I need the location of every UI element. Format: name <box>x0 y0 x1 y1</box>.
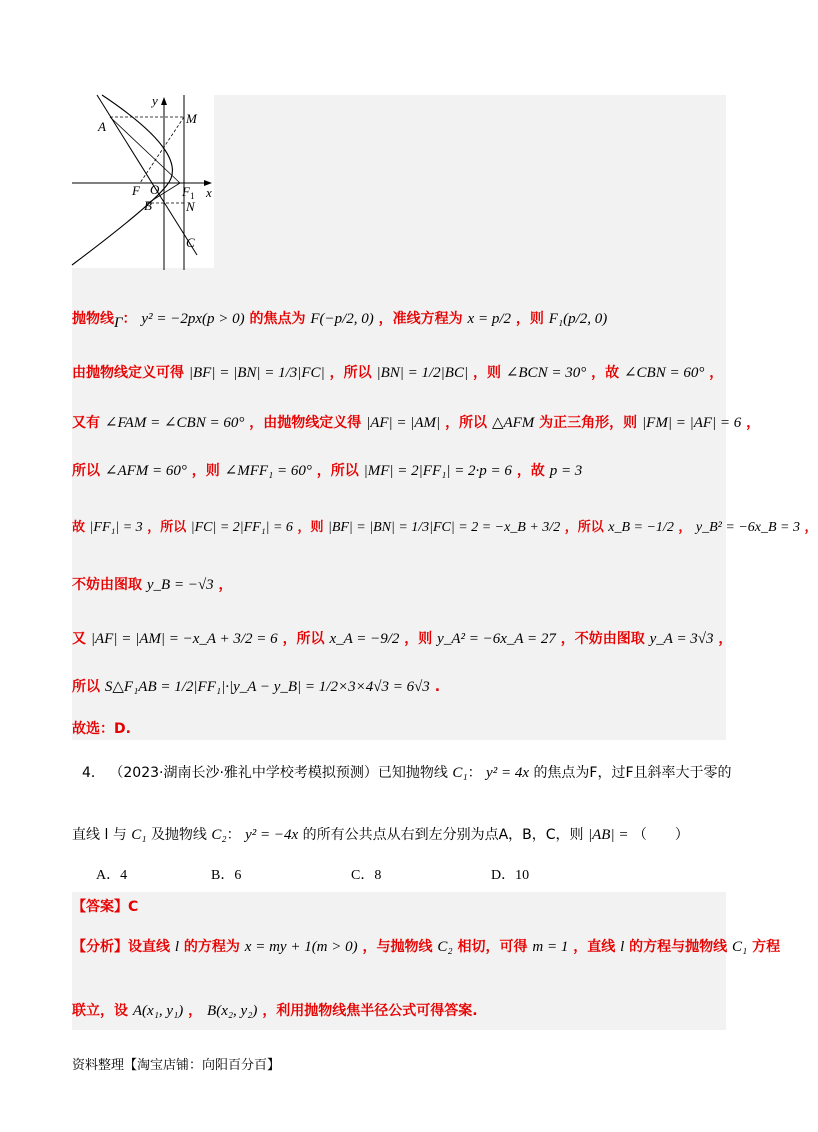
formula: |BF| = |BN| = 1/3|FC| <box>188 365 325 381</box>
solution-line-4: 所以 ∠AFM = 60° ，则 ∠MFF₁ = 60° ，所以 |MF| = 2|FF₁| = 2·p = 6 ，故 p = 3 <box>72 463 583 479</box>
question-line-2: 直线 l 与 C₁ 及抛物线 C₂： y² = −4x 的所有公共点从右到左分别为点A，B，C，则 |AB| = （ ） <box>72 827 689 843</box>
solution-line-6: 不妨由图取 y_B = −√3 ， <box>72 577 233 593</box>
line-AF1 <box>110 117 180 183</box>
formula: y_A = 3√3 <box>649 631 714 647</box>
formula: A(x₁, y₁) <box>132 1003 184 1019</box>
formula: △AFM <box>491 415 535 431</box>
label-M: M <box>186 111 197 126</box>
option-b[interactable]: B．6 <box>211 868 242 883</box>
formula: y_B² = −6x_B = 3 <box>695 520 800 535</box>
formula: F₁(p/2, 0) <box>548 311 608 327</box>
analysis-line-2: 联立，设 A(x₁, y₁) ， B(x₂, y₂) ，利用抛物线焦半径公式可得答案. <box>72 1003 478 1019</box>
question-line-1: 4． （2023·湖南长沙·雅礼中学校考模拟预测）已知抛物线 C₁： y² = 4x 的焦点为F，过F且斜率大于零的 <box>82 765 732 781</box>
solution-line-2: 由抛物线定义可得 |BF| = |BN| = 1/3|FC| ，所以 |BN| = 1/2|BC| ，则 ∠BCN = 30° ，故 ∠CBN = 60° ， <box>72 365 724 381</box>
formula: ∠MFF₁ = 60° <box>224 463 312 479</box>
label-F1-sub: 1 <box>190 191 195 201</box>
formula: y_B = −√3 <box>146 577 214 593</box>
formula: y² = −4x <box>245 827 299 843</box>
formula: F(−p/2, 0) <box>310 311 374 327</box>
formula: |FC| = 2|FF₁| = 6 <box>190 520 293 535</box>
label-C: C <box>186 235 195 250</box>
solution-line-3: 又有 ∠FAM = ∠CBN = 60° ，由抛物线定义得 |AF| = |AM| ，所以 △AFM 为正三角形，则 |FM| = |AF| = 6 ， <box>72 415 761 431</box>
formula: |AB| = <box>588 827 629 843</box>
formula: x_B = −1/2 <box>608 520 674 535</box>
label-B: B <box>144 198 152 213</box>
formula: m = 1 <box>532 939 569 955</box>
formula: |AF| = |AM| = −x_A + 3/2 = 6 <box>90 631 278 647</box>
formula: y² = 4x <box>486 765 529 781</box>
formula: S△F₁AB = 1/2|FF₁|·|y_A − y_B| = 1/2×3×4√3 = 6√3 <box>104 679 430 695</box>
question-source: （2023·湖南长沙·雅礼中学校考模拟预测）已知抛物线 <box>109 765 448 781</box>
formula: ∠BCN = 30° <box>505 365 587 381</box>
formula: x = p/2 <box>467 311 511 327</box>
label-y: y <box>152 93 158 108</box>
answer-label: 【答案】C <box>72 899 139 915</box>
option-a[interactable]: A．4 <box>96 868 128 883</box>
solution-line-8: 所以 S△F₁AB = 1/2|FF₁|·|y_A − y_B| = 1/2×3×4√3 = 6√3 . <box>72 679 441 695</box>
formula: |FM| = |AF| = 6 <box>642 415 742 431</box>
label-O: O <box>150 182 160 197</box>
label-x: x <box>206 185 212 200</box>
solution-line-5: 故 |FF₁| = 3 ，所以 |FC| = 2|FF₁| = 6 ，则 |BF| = |BN| = 1/3|FC| = 2 = −x_B + 3/2 ，所以 x_B = −1/2 ， y_B² = −6x_B = 3 ， <box>72 520 818 535</box>
parabola-figure <box>72 95 214 270</box>
formula: y² = −2px(p > 0) <box>141 311 245 327</box>
footer-text: 资料整理【淘宝店铺：向阳百分百】 <box>72 1058 281 1073</box>
label-F: F <box>132 183 140 198</box>
y-axis-arrow <box>161 97 167 105</box>
formula: |AF| = |AM| <box>366 415 441 431</box>
label-F1: F <box>182 184 190 199</box>
formula: |BN| = 1/2|BC| <box>376 365 469 381</box>
formula: ∠AFM = 60° <box>104 463 187 479</box>
formula: ∠FAM = ∠CBN = 60° <box>104 415 245 431</box>
option-d[interactable]: D．10 <box>491 868 530 883</box>
solution-background-main <box>72 268 726 740</box>
parabola-curve <box>72 95 172 265</box>
solution-conclusion: 故选：D. <box>72 721 131 737</box>
option-c[interactable]: C．8 <box>351 868 382 883</box>
formula: |FF₁| = 3 <box>89 520 143 535</box>
formula: ∠CBN = 60° <box>623 365 705 381</box>
formula: y_A² = −6x_A = 27 <box>437 631 556 647</box>
dashed-MF <box>140 117 184 183</box>
label-N: N <box>186 199 195 214</box>
solution-line-1: 抛物线$_\Gamma$： y² = −2px(p > 0) 的焦点为 F(−p/2, 0) ，准线方程为 x = p/2 ，则 F₁(p/2, 0) <box>72 311 608 331</box>
label-A: A <box>98 119 106 134</box>
formula: B(x₂, y₂) <box>207 1003 258 1019</box>
formula: x_A = −9/2 <box>329 631 400 647</box>
formula: p = 3 <box>549 463 583 479</box>
formula: |BF| = |BN| = 1/3|FC| = 2 = −x_B + 3/2 <box>327 520 561 535</box>
analysis-line-1: 【分析】设直线 l 的方程为 x = my + 1(m > 0) ，与抛物线 C₂ 相切，可得 m = 1 ，直线 l 的方程与抛物线 C₁ 方程 <box>72 939 781 955</box>
formula: x = my + 1(m > 0) <box>244 939 358 955</box>
formula: |MF| = 2|FF₁| = 2·p = 6 <box>363 463 512 479</box>
solution-line-7: 又 |AF| = |AM| = −x_A + 3/2 = 6 ，所以 x_A = −9/2 ，则 y_A² = −6x_A = 27 ，不妨由图取 y_A = 3√3 ， <box>72 631 733 647</box>
question-number: 4． <box>82 765 105 781</box>
